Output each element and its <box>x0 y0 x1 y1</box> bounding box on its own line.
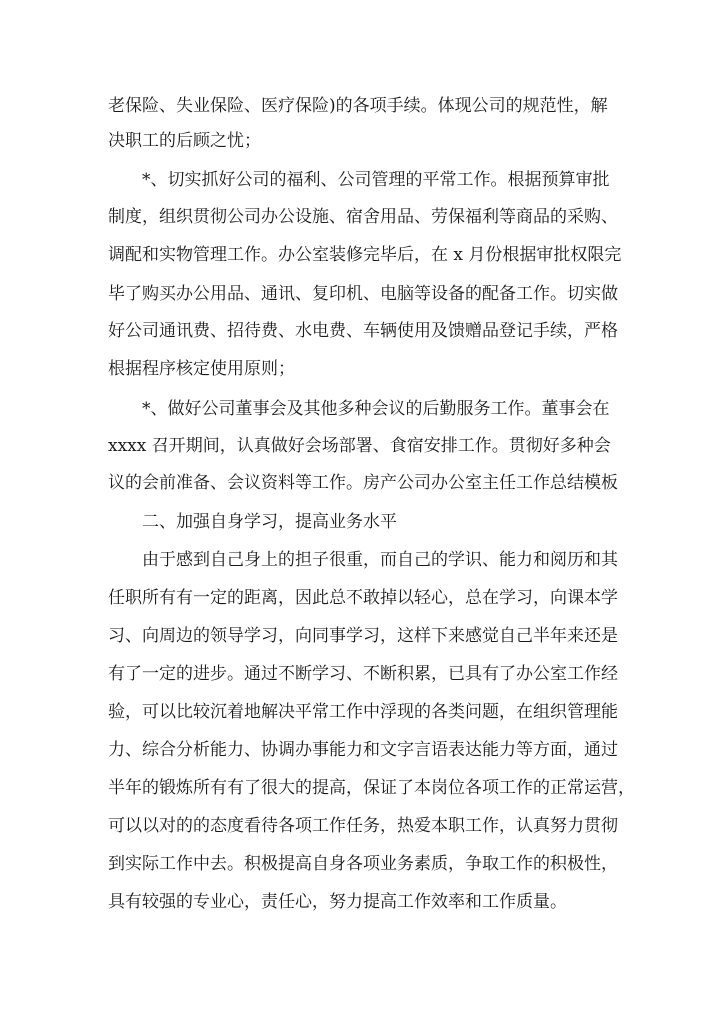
text-line: 老保险、失业保险、医疗保险)的各项手续。体现公司的规范性，解 <box>108 96 608 116</box>
text-line: 调配和实物管理工作。办公室装修完毕后，在 x 月份根据审批权限完 <box>108 245 622 265</box>
text-line: 制度，组织贯彻公司办公设施、宿舍用品、劳保福利等商品的采购、 <box>108 207 618 227</box>
text-line: 半年的锻炼所有有了很大的提高，保证了本岗位各项工作的正常运营， <box>108 778 635 798</box>
text-line: 决职工的后顾之忧； <box>108 131 261 151</box>
text-line: 任职所有有一定的距离，因此总不敢掉以轻心，总在学习，向课本学 <box>108 588 618 608</box>
section-heading: 二、加强自身学习，提高业务水平 <box>142 512 397 532</box>
text-line: *、切实抓好公司的福利、公司管理的平常工作。根据预算审批 <box>142 170 610 190</box>
text-line: 具有较强的专业心，责任心，努力提高工作效率和工作质量。 <box>108 892 567 912</box>
text-line: 有了一定的进步。通过不断学习、不断积累，已具有了办公室工作经 <box>108 664 618 684</box>
text-line: *、做好公司董事会及其他多种会议的后勤服务工作。董事会在 <box>142 399 610 419</box>
text-line: 议的会前准备、会议资料等工作。房产公司办公室主任工作总结模板 <box>108 473 618 493</box>
text-line: 习、向周边的领导学习，向同事学习，这样下来感觉自己半年来还是 <box>108 626 618 646</box>
text-line: 验，可以比较沉着地解决平常工作中浮现的各类问题，在组织管理能 <box>108 702 618 722</box>
text-line: 好公司通讯费、招待费、水电费、车辆使用及馈赠品登记手续，严格 <box>108 321 618 341</box>
text-line: 由于感到自己身上的担子很重，而自己的学识、能力和阅历和其 <box>142 550 618 570</box>
text-line: xxxx 召开期间，认真做好会场部署、食宿安排工作。贯彻好多种会 <box>108 436 611 456</box>
text-line: 到实际工作中去。积极提高自身各项业务素质，争取工作的积极性， <box>108 854 618 874</box>
text-line: 力、综合分析能力、协调办事能力和文字言语表达能力等方面，通过 <box>108 740 618 760</box>
text-line: 可以以对的的态度看待各项工作任务，热爱本职工作，认真努力贯彻 <box>108 816 618 836</box>
text-line: 根据程序核定使用原则； <box>108 359 295 379</box>
text-line: 毕了购买办公用品、通讯、复印机、电脑等设备的配备工作。切实做 <box>108 284 618 304</box>
